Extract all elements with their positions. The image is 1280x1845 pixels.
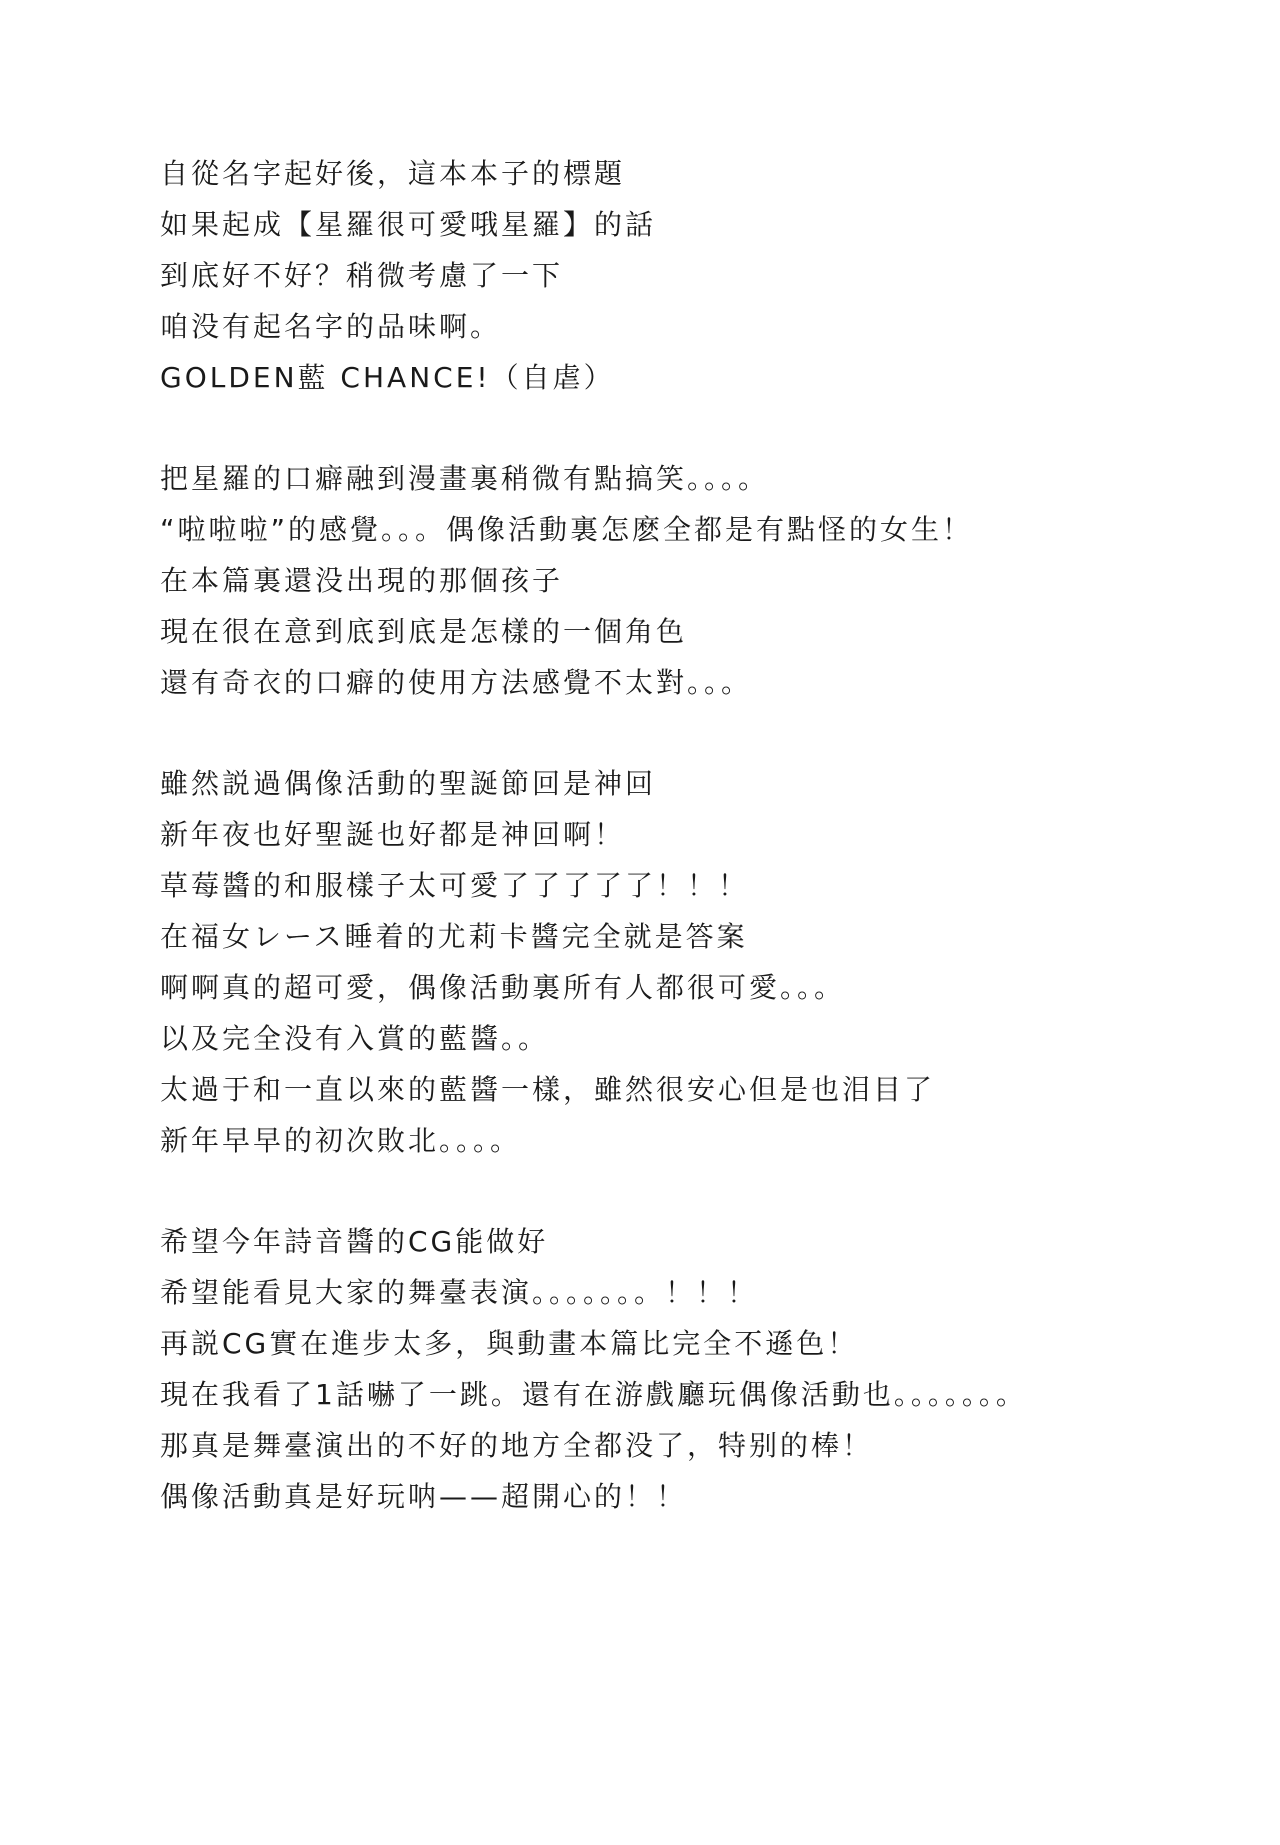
paragraph-spacer [160, 1166, 1160, 1216]
paragraph-4 [160, 1216, 1160, 1522]
paragraph-spacer [160, 403, 1160, 453]
text-line: 再説CG實在進步太多，與動畫本篇比完全不遜色！ [160, 1327, 859, 1360]
text-line: 還有奇衣的口癖的使用方法感覺不太對。。。 [160, 666, 753, 699]
text-line: “啦啦啦”的感覺。。。偶像活動裏怎麽全都是有點怪的女生！ [160, 513, 974, 546]
text-line: 太過于和一直以來的藍醬一樣，雖然很安心但是也泪目了 [160, 1073, 936, 1106]
text-line: 偶像活動真是好玩呐——超開心的！！ [160, 1480, 688, 1513]
text-line: 以及完全没有入賞的藍醬。。 [160, 1022, 550, 1055]
text-line: 啊啊真的超可愛，偶像活動裏所有人都很可愛。。。 [160, 971, 846, 1004]
text-line: 自從名字起好後，這本本子的標題 [160, 157, 626, 190]
text-line: 希望今年詩音醬的CG能做好 [160, 1225, 549, 1258]
text-line: 新年早早的初次敗北。。。。 [160, 1124, 522, 1157]
paragraph-1 [160, 148, 1160, 403]
text-line: 現在我看了1話嚇了一跳。還有在游戲廳玩偶像活動也。。。。。。。 [160, 1378, 1027, 1411]
text-line: 如果起成【星羅很可愛哦星羅】的話 [160, 208, 657, 241]
text-line: 草莓醬的和服樣子太可愛了了了了了！！！ [160, 869, 750, 902]
paragraph-3 [160, 758, 1160, 1166]
text-line: 在本篇裏還没出現的那個孩子 [160, 564, 564, 597]
text-line: 希望能看見大家的舞臺表演。。。。。。。！！！ [160, 1276, 759, 1309]
paragraph-2 [160, 453, 1160, 708]
text-line: 現在很在意到底到底是怎樣的一個角色 [160, 615, 688, 648]
text-line: 咱没有起名字的品味啊。 [160, 310, 502, 343]
text-line: 新年夜也好聖誕也好都是神回啊！ [160, 818, 626, 851]
text-line: 雖然説過偶像活動的聖誕節回是神回 [160, 767, 657, 800]
paragraph-spacer [160, 708, 1160, 758]
text-line: 到底好不好？稍微考慮了一下 [160, 259, 564, 292]
text-line: GOLDEN藍 CHANCE!（自虐） [160, 361, 615, 394]
text-line: 那真是舞臺演出的不好的地方全都没了，特别的棒！ [160, 1429, 874, 1462]
afterword-text [160, 148, 1160, 1522]
text-line: 在福女レース睡着的尤莉卡醬完全就是答案 [160, 920, 748, 953]
text-line: 把星羅的口癖融到漫畫裏稍微有點搞笑。。。。 [160, 462, 770, 495]
